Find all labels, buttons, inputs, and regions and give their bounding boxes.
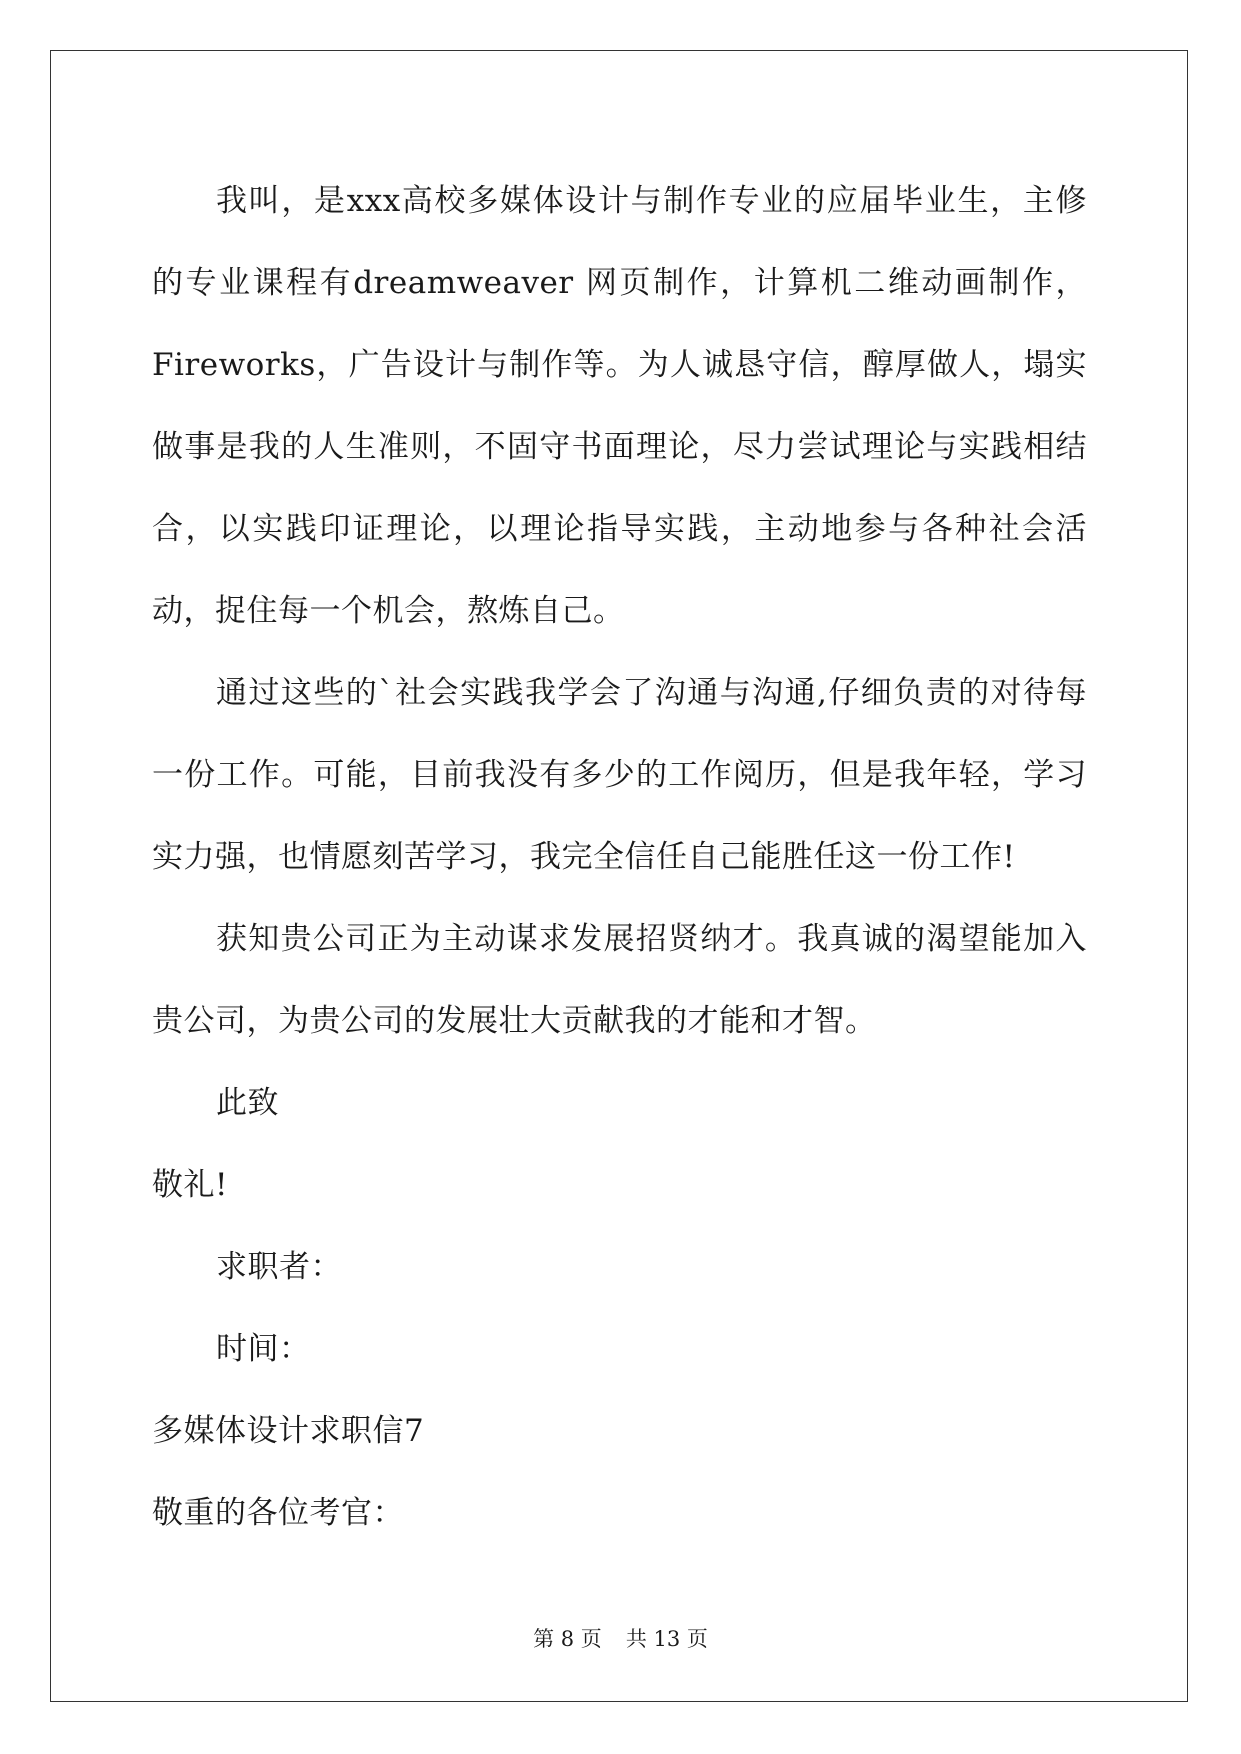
date-line: 时间： <box>216 1331 311 1367</box>
section-title: 多媒体设计求职信7 <box>152 1413 425 1449</box>
page-total: 共 13 页 <box>625 1627 708 1651</box>
paragraph-aspiration: 获知贵公司正为主动谋求发展招贤纳才。我真诚的渴望能加入贵公司，为贵公司的发展壮大贡献我的才能和才智。 <box>152 921 1087 1039</box>
greeting-line: 敬重的各位考官： <box>152 1495 404 1531</box>
letter-body <box>152 160 1087 1554</box>
page-footer <box>0 1624 1241 1654</box>
paragraph-social-practice: 通过这些的`社会实践我学会了沟通与沟通,仔细负责的对待每一份工作。可能，目前我没有多少的工作阅历，但是我年轻，学习实力强，也情愿刻苦学习，我完全信任自己能胜任这一份工作! <box>152 675 1087 875</box>
applicant-signature-line: 求职者： <box>216 1249 342 1285</box>
paragraph-introduction: 我叫，是xxx高校多媒体设计与制作专业的应届毕业生，主修的专业课程有dreamweaver 网页制作，计算机二维动画制作，Fireworks，广告设计与制作等。为人诚恳守信，醇厚做人，塌实做事是我的人生准则，不固守书面理论，尽力尝试理论与实践相结合，以实践印证理论，以理论指导实践，主动地参与各种社会活动，捉住每一个机会，熬炼自己。 <box>152 183 1087 629</box>
closing-regards: 敬礼! <box>152 1167 228 1203</box>
closing-salutation: 此致 <box>216 1085 279 1121</box>
page-number: 第 8 页 <box>533 1627 602 1651</box>
